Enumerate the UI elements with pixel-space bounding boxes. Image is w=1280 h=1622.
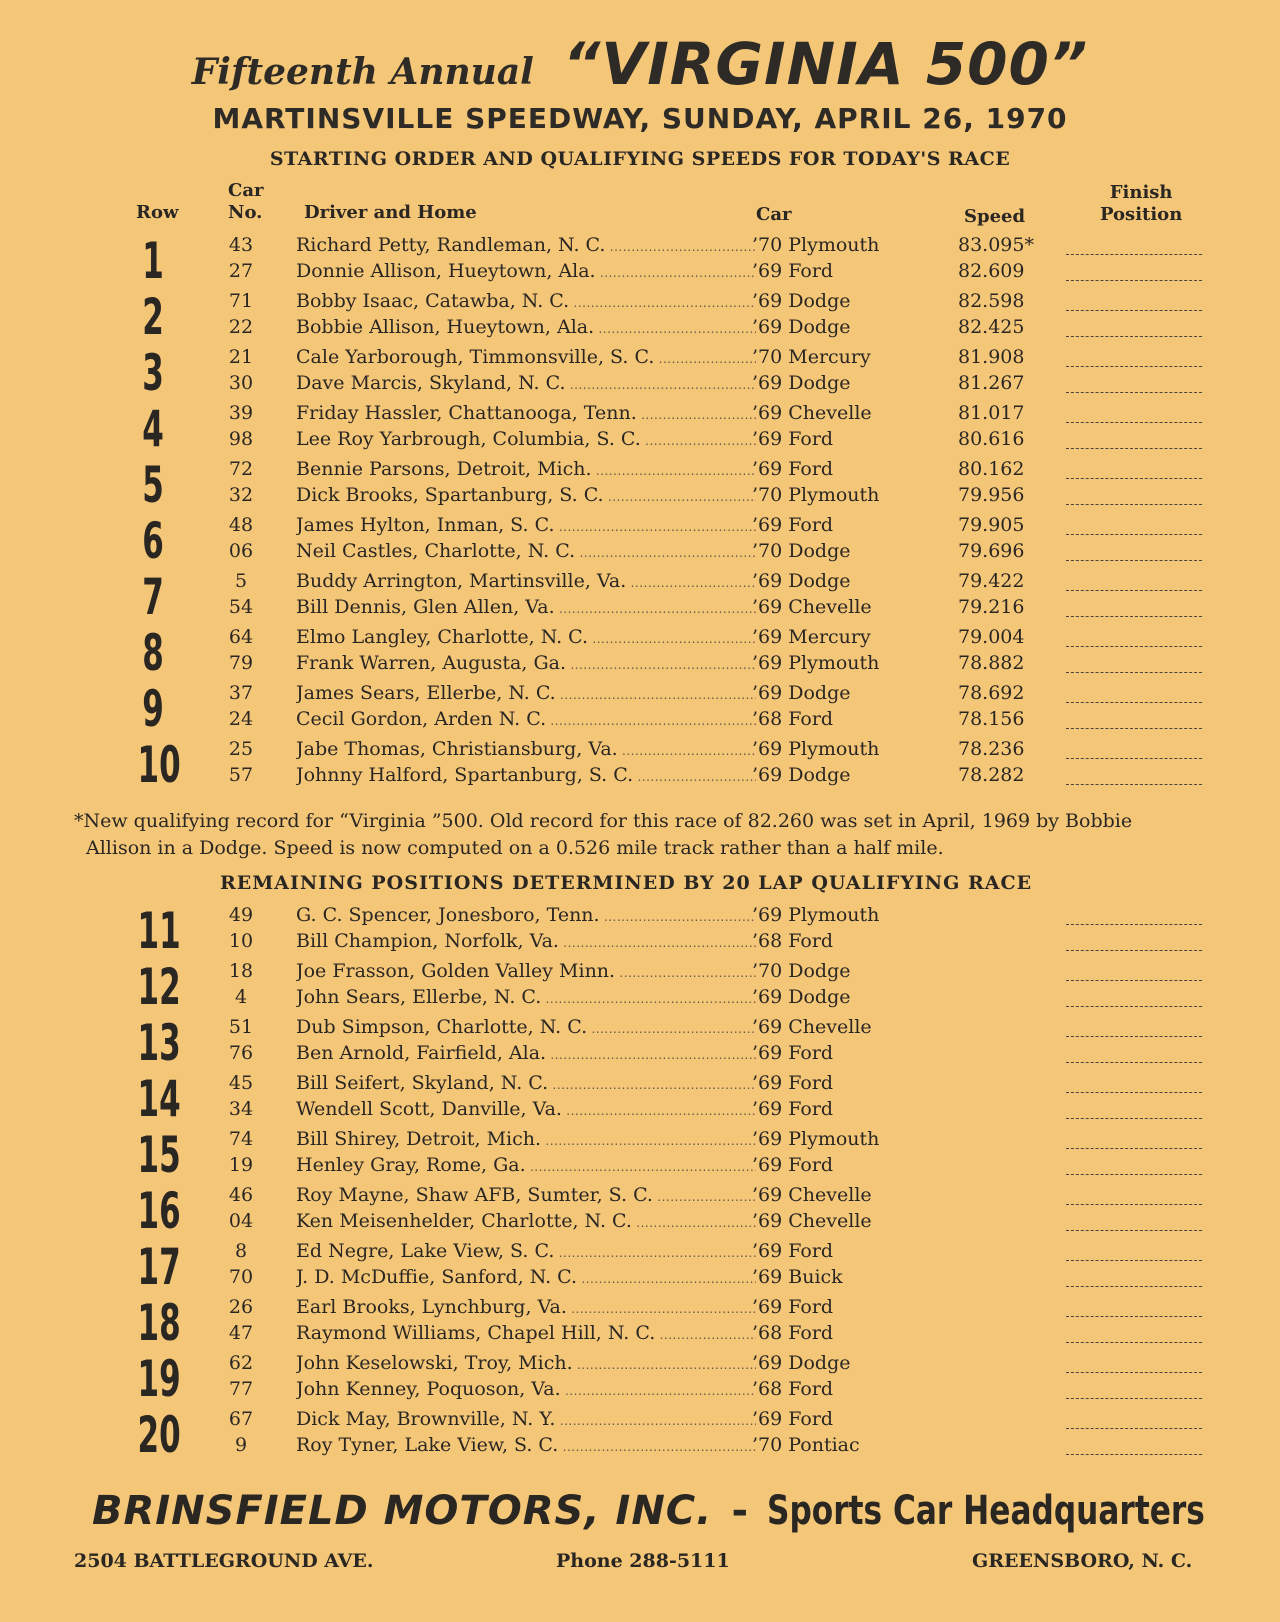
finish-position-blank bbox=[1066, 672, 1202, 673]
dealer-name: BRINSFIELD MOTORS, INC. bbox=[92, 1488, 713, 1534]
table-row bbox=[0, 288, 1280, 315]
finish-position-blank bbox=[1066, 950, 1202, 951]
subtitle: MARTINSVILLE SPEEDWAY, SUNDAY, APRIL 26, 1970 bbox=[212, 102, 1068, 135]
driver-home: John Sears, Ellerbe, N. C. ..... bbox=[296, 984, 756, 1013]
car-model: ’69 Plymouth bbox=[752, 738, 880, 760]
finish-position-blank bbox=[1066, 560, 1202, 561]
car-number: 27 bbox=[228, 260, 254, 282]
car-number: 43 bbox=[228, 234, 254, 256]
car-number: 21 bbox=[228, 346, 254, 368]
row-group bbox=[0, 1126, 1280, 1182]
driver-home: Ken Meisenhelder, Charlotte, N. C. ..... bbox=[296, 1208, 756, 1237]
row-number: 11 bbox=[137, 902, 181, 960]
col-header-car-no-line2: No. bbox=[228, 202, 263, 223]
car-model: ’70 Plymouth bbox=[752, 484, 880, 506]
driver-home: Henley Gray, Rome, Ga. ..... bbox=[296, 1152, 756, 1181]
driver-home: Dick May, Brownville, N. Y. ..... bbox=[296, 1406, 756, 1435]
finish-position-blank bbox=[1066, 590, 1202, 591]
driver-home: Roy Mayne, Shaw AFB, Sumter, S. C. ..... bbox=[296, 1182, 756, 1211]
driver-home: G. C. Spencer, Jonesboro, Tenn. ..... bbox=[296, 902, 756, 931]
row-group bbox=[0, 1294, 1280, 1350]
car-model: ’69 Ford bbox=[752, 428, 834, 450]
table-row bbox=[0, 1208, 1280, 1235]
row-group bbox=[0, 232, 1280, 288]
car-number: 04 bbox=[228, 1210, 254, 1232]
qualifying-speed: 79.696 bbox=[958, 540, 1025, 562]
row-group bbox=[0, 1014, 1280, 1070]
car-number: 48 bbox=[228, 514, 254, 536]
table-row bbox=[0, 1238, 1280, 1265]
driver-home: Lee Roy Yarbrough, Columbia, S. C. ..... bbox=[296, 426, 756, 455]
finish-position-blank bbox=[1066, 1372, 1202, 1373]
col-header-car-no-line1: Car bbox=[228, 180, 264, 201]
driver-home: John Keselowski, Troy, Mich. ..... bbox=[296, 1350, 756, 1379]
row-group bbox=[0, 288, 1280, 344]
car-number: 45 bbox=[228, 1072, 254, 1094]
driver-home: Dub Simpson, Charlotte, N. C. ..... bbox=[296, 1014, 756, 1043]
table-row bbox=[0, 1040, 1280, 1067]
qualifying-speed: 79.956 bbox=[958, 484, 1025, 506]
table-row bbox=[0, 624, 1280, 651]
car-model: ’69 Ford bbox=[752, 1098, 834, 1120]
finish-position-blank bbox=[1066, 366, 1202, 367]
table-row bbox=[0, 482, 1280, 509]
car-number: 19 bbox=[228, 1154, 254, 1176]
driver-home: Bill Shirey, Detroit, Mich. ..... bbox=[296, 1126, 756, 1155]
car-model: ’69 Ford bbox=[752, 260, 834, 282]
table-row bbox=[0, 1376, 1280, 1403]
row-group bbox=[0, 568, 1280, 624]
car-number: 46 bbox=[228, 1184, 254, 1206]
qualifying-speed: 80.162 bbox=[958, 458, 1025, 480]
qualifying-speed: 78.282 bbox=[958, 764, 1025, 786]
table-row bbox=[0, 568, 1280, 595]
table-row bbox=[0, 344, 1280, 371]
table-row bbox=[0, 1182, 1280, 1209]
qualifying-speed: 79.422 bbox=[958, 570, 1025, 592]
row-number: 1 bbox=[142, 232, 164, 290]
qualifying-speed: 78.692 bbox=[958, 682, 1025, 704]
car-model: ’69 Plymouth bbox=[752, 904, 880, 926]
table-row bbox=[0, 456, 1280, 483]
row-number: 15 bbox=[137, 1126, 181, 1184]
driver-home: Frank Warren, Augusta, Ga. ..... bbox=[296, 650, 756, 679]
qualifying-speed: 82.598 bbox=[958, 290, 1025, 312]
table-row bbox=[0, 370, 1280, 397]
col-header-finish-line1: Finish bbox=[1109, 182, 1173, 203]
car-model: ’69 Ford bbox=[752, 1240, 834, 1262]
finish-position-blank bbox=[1066, 758, 1202, 759]
driver-home: Buddy Arrington, Martinsville, Va. ..... bbox=[296, 568, 756, 597]
finish-position-blank bbox=[1066, 310, 1202, 311]
car-model: ’70 Dodge bbox=[752, 960, 851, 982]
finish-position-blank bbox=[1066, 1092, 1202, 1093]
car-number: 72 bbox=[228, 458, 254, 480]
row-group bbox=[0, 1406, 1280, 1462]
finish-position-blank bbox=[1066, 254, 1202, 255]
row-group bbox=[0, 1070, 1280, 1126]
row-number: 13 bbox=[137, 1014, 181, 1072]
qualifying-speed: 82.425 bbox=[958, 316, 1025, 338]
row-group bbox=[0, 456, 1280, 512]
table-row bbox=[0, 1432, 1280, 1459]
table-row bbox=[0, 1126, 1280, 1153]
finish-position-blank bbox=[1066, 1148, 1202, 1149]
row-group bbox=[0, 1182, 1280, 1238]
finish-position-blank bbox=[1066, 448, 1202, 449]
car-model: ’69 Ford bbox=[752, 1072, 834, 1094]
car-model: ’69 Chevelle bbox=[752, 596, 872, 618]
table-row bbox=[0, 680, 1280, 707]
row-number: 19 bbox=[137, 1350, 181, 1408]
table-row bbox=[0, 512, 1280, 539]
table-row bbox=[0, 762, 1280, 789]
car-number: 54 bbox=[228, 596, 254, 618]
car-model: ’69 Ford bbox=[752, 1296, 834, 1318]
car-model: ’69 Dodge bbox=[752, 290, 851, 312]
driver-home: Donnie Allison, Hueytown, Ala. ..... bbox=[296, 258, 756, 287]
car-model: ’68 Ford bbox=[752, 1378, 834, 1400]
col-header-finish-line2: Position bbox=[1100, 204, 1183, 225]
table-row bbox=[0, 1264, 1280, 1291]
car-number: 32 bbox=[228, 484, 254, 506]
car-model: ’70 Mercury bbox=[752, 346, 871, 368]
qualifying-speed: 79.004 bbox=[958, 626, 1025, 648]
car-number: 26 bbox=[228, 1296, 254, 1318]
driver-home: John Kenney, Poquoson, Va. ..... bbox=[296, 1376, 756, 1405]
row-group bbox=[0, 624, 1280, 680]
dealer-address: 2504 BATTLEGROUND AVE. bbox=[74, 1550, 374, 1572]
driver-home: Elmo Langley, Charlotte, N. C. ..... bbox=[296, 624, 756, 653]
car-number: 30 bbox=[228, 372, 254, 394]
table-row bbox=[0, 1096, 1280, 1123]
finish-position-blank bbox=[1066, 1174, 1202, 1175]
driver-home: Friday Hassler, Chattanooga, Tenn. ..... bbox=[296, 400, 756, 429]
table-row bbox=[0, 706, 1280, 733]
row-group bbox=[0, 1238, 1280, 1294]
finish-position-blank bbox=[1066, 1118, 1202, 1119]
driver-home: Bill Seifert, Skyland, N. C. ..... bbox=[296, 1070, 756, 1099]
driver-home: Cecil Gordon, Arden N. C. ..... bbox=[296, 706, 756, 735]
row-number: 4 bbox=[142, 400, 164, 458]
car-model: ’69 Ford bbox=[752, 1042, 834, 1064]
col-header-finish bbox=[1100, 182, 1182, 226]
car-number: 76 bbox=[228, 1042, 254, 1064]
car-model: ’69 Chevelle bbox=[752, 402, 872, 424]
car-model: ’69 Dodge bbox=[752, 1352, 851, 1374]
finish-position-blank bbox=[1066, 1006, 1202, 1007]
car-number: 67 bbox=[228, 1408, 254, 1430]
row-group bbox=[0, 958, 1280, 1014]
col-header-car: Car bbox=[756, 204, 792, 225]
driver-home: Bennie Parsons, Detroit, Mich. ..... bbox=[296, 456, 756, 485]
qualifying-speed: 79.905 bbox=[958, 514, 1025, 536]
starting-order-heading: STARTING ORDER AND QUALIFYING SPEEDS FOR TODAY'S RACE bbox=[269, 148, 1011, 170]
finish-position-blank bbox=[1066, 728, 1202, 729]
dealer-city: GREENSBORO, N. C. bbox=[972, 1550, 1193, 1572]
row-number: 8 bbox=[142, 624, 164, 682]
car-model: ’69 Dodge bbox=[752, 570, 851, 592]
finish-position-blank bbox=[1066, 478, 1202, 479]
table-row bbox=[0, 650, 1280, 677]
car-model: ’69 Ford bbox=[752, 514, 834, 536]
finish-position-blank bbox=[1066, 280, 1202, 281]
qualifying-speed: 81.267 bbox=[958, 372, 1025, 394]
driver-home: Bobby Isaac, Catawba, N. C. ..... bbox=[296, 288, 756, 317]
finish-position-blank bbox=[1066, 1454, 1202, 1455]
car-number: 77 bbox=[228, 1378, 254, 1400]
script-title: Fifteenth Annual bbox=[191, 51, 534, 93]
table-row bbox=[0, 1014, 1280, 1041]
car-model: ’69 Dodge bbox=[752, 682, 851, 704]
driver-home: Bill Champion, Norfolk, Va. ..... bbox=[296, 928, 756, 957]
dealer-banner bbox=[92, 1488, 1206, 1534]
record-note bbox=[74, 808, 1214, 862]
row-group bbox=[0, 680, 1280, 736]
col-header-speed: Speed bbox=[964, 206, 1026, 227]
driver-home: Earl Brooks, Lynchburg, Va. ..... bbox=[296, 1294, 756, 1323]
car-model: ’69 Dodge bbox=[752, 372, 851, 394]
driver-home: Ed Negre, Lake View, S. C. ..... bbox=[296, 1238, 756, 1267]
driver-home: Dave Marcis, Skyland, N. C. ..... bbox=[296, 370, 756, 399]
driver-home: Bobbie Allison, Hueytown, Ala. ..... bbox=[296, 314, 756, 343]
car-number: 06 bbox=[228, 540, 254, 562]
car-model: ’70 Pontiac bbox=[752, 1434, 860, 1456]
row-number: 17 bbox=[137, 1238, 181, 1296]
driver-home: Joe Frasson, Golden Valley Minn. ..... bbox=[296, 958, 756, 987]
row-number: 5 bbox=[142, 456, 164, 514]
col-header-row: Row bbox=[136, 202, 179, 223]
finish-position-blank bbox=[1066, 1062, 1202, 1063]
remaining-heading: REMAINING POSITIONS DETERMINED BY 20 LAP QUALIFYING RACE bbox=[220, 872, 1033, 894]
car-number: 79 bbox=[228, 652, 254, 674]
finish-position-blank bbox=[1066, 336, 1202, 337]
car-model: ’69 Dodge bbox=[752, 986, 851, 1008]
finish-position-blank bbox=[1066, 1428, 1202, 1429]
title-line bbox=[0, 30, 1280, 98]
car-number: 22 bbox=[228, 316, 254, 338]
table-row bbox=[0, 736, 1280, 763]
finish-position-blank bbox=[1066, 980, 1202, 981]
row-number: 9 bbox=[142, 680, 164, 738]
table-row bbox=[0, 928, 1280, 955]
row-group bbox=[0, 1350, 1280, 1406]
qualifying-speed: 81.017 bbox=[958, 402, 1025, 424]
car-number: 74 bbox=[228, 1128, 254, 1150]
car-number: 25 bbox=[228, 738, 254, 760]
table-row bbox=[0, 1152, 1280, 1179]
row-group bbox=[0, 902, 1280, 958]
car-model: ’69 Plymouth bbox=[752, 652, 880, 674]
car-model: ’69 Buick bbox=[752, 1266, 843, 1288]
driver-home: Cale Yarborough, Timmonsville, S. C. ..... bbox=[296, 344, 756, 373]
car-number: 57 bbox=[228, 764, 254, 786]
driver-home: Neil Castles, Charlotte, N. C. ..... bbox=[296, 538, 756, 567]
driver-home: Johnny Halford, Spartanburg, S. C. ..... bbox=[296, 762, 756, 791]
table-row bbox=[0, 538, 1280, 565]
row-group bbox=[0, 512, 1280, 568]
finish-position-blank bbox=[1066, 1286, 1202, 1287]
car-model: ’70 Dodge bbox=[752, 540, 851, 562]
car-number: 64 bbox=[228, 626, 254, 648]
car-model: ’69 Chevelle bbox=[752, 1184, 872, 1206]
table-row bbox=[0, 1350, 1280, 1377]
qualifying-speed: 83.095* bbox=[958, 234, 1034, 256]
car-model: ’69 Mercury bbox=[752, 626, 871, 648]
finish-position-blank bbox=[1066, 616, 1202, 617]
table-row bbox=[0, 958, 1280, 985]
table-row bbox=[0, 1406, 1280, 1433]
car-number: 18 bbox=[228, 960, 254, 982]
driver-home: Wendell Scott, Danville, Va. ..... bbox=[296, 1096, 756, 1125]
car-model: ’69 Ford bbox=[752, 1408, 834, 1430]
finish-position-blank bbox=[1066, 1260, 1202, 1261]
car-number: 10 bbox=[228, 930, 254, 952]
table-row bbox=[0, 594, 1280, 621]
table-row bbox=[0, 1320, 1280, 1347]
qualifying-speed: 78.236 bbox=[958, 738, 1025, 760]
car-number: 47 bbox=[228, 1322, 254, 1344]
table-row bbox=[0, 426, 1280, 453]
qualifying-speed: 82.609 bbox=[958, 260, 1025, 282]
qualifying-speed: 79.216 bbox=[958, 596, 1025, 618]
car-model: ’69 Plymouth bbox=[752, 1128, 880, 1150]
finish-position-blank bbox=[1066, 1230, 1202, 1231]
car-number: 62 bbox=[228, 1352, 254, 1374]
car-number: 9 bbox=[234, 1434, 248, 1456]
car-model: ’68 Ford bbox=[752, 930, 834, 952]
finish-position-blank bbox=[1066, 784, 1202, 785]
finish-position-blank bbox=[1066, 392, 1202, 393]
car-number: 4 bbox=[234, 986, 248, 1008]
row-number: 7 bbox=[142, 568, 164, 626]
car-model: ’69 Chevelle bbox=[752, 1210, 872, 1232]
row-number: 2 bbox=[142, 288, 164, 346]
finish-position-blank bbox=[1066, 1398, 1202, 1399]
table-row bbox=[0, 258, 1280, 285]
finish-position-blank bbox=[1066, 422, 1202, 423]
car-number: 37 bbox=[228, 682, 254, 704]
record-note-line2: Allison in a Dodge. Speed is now computed on a 0.526 mile track rather than a half mile. bbox=[86, 837, 944, 859]
car-number: 71 bbox=[228, 290, 254, 312]
table-row bbox=[0, 400, 1280, 427]
row-number: 20 bbox=[137, 1406, 181, 1464]
qualifying-speed: 78.156 bbox=[958, 708, 1025, 730]
row-number: 10 bbox=[137, 736, 181, 794]
main-title: “VIRGINIA 500” bbox=[562, 30, 1089, 98]
row-number: 16 bbox=[137, 1182, 181, 1240]
car-number: 34 bbox=[228, 1098, 254, 1120]
driver-home: Dick Brooks, Spartanburg, S. C. ..... bbox=[296, 482, 756, 511]
finish-position-blank bbox=[1066, 702, 1202, 703]
finish-position-blank bbox=[1066, 504, 1202, 505]
driver-home: Ben Arnold, Fairfield, Ala. ..... bbox=[296, 1040, 756, 1069]
finish-position-blank bbox=[1066, 1316, 1202, 1317]
car-number: 70 bbox=[228, 1266, 254, 1288]
row-number: 6 bbox=[142, 512, 164, 570]
row-group bbox=[0, 736, 1280, 792]
table-row bbox=[0, 232, 1280, 259]
finish-position-blank bbox=[1066, 1036, 1202, 1037]
col-header-driver: Driver and Home bbox=[304, 202, 477, 223]
car-number: 24 bbox=[228, 708, 254, 730]
record-note-line1: *New qualifying record for “Virginia ”500. Old record for this race of 82.260 was set in April, 1969 by Bobbie bbox=[74, 810, 1133, 832]
driver-home: James Sears, Ellerbe, N. C. ..... bbox=[296, 680, 756, 709]
car-model: ’70 Plymouth bbox=[752, 234, 880, 256]
col-header-car-no bbox=[228, 180, 263, 224]
driver-home: Raymond Williams, Chapel Hill, N. C. ..... bbox=[296, 1320, 756, 1349]
row-group bbox=[0, 344, 1280, 400]
table-row bbox=[0, 1070, 1280, 1097]
driver-home: Jabe Thomas, Christiansburg, Va. ..... bbox=[296, 736, 756, 765]
car-model: ’69 Dodge bbox=[752, 764, 851, 786]
driver-home: Bill Dennis, Glen Allen, Va. ..... bbox=[296, 594, 756, 623]
car-model: ’68 Ford bbox=[752, 708, 834, 730]
qualifying-speed: 80.616 bbox=[958, 428, 1025, 450]
car-number: 49 bbox=[228, 904, 254, 926]
row-number: 14 bbox=[137, 1070, 181, 1128]
qualifying-speed: 81.908 bbox=[958, 346, 1025, 368]
table-row bbox=[0, 1294, 1280, 1321]
row-group bbox=[0, 400, 1280, 456]
driver-home: James Hylton, Inman, S. C. ..... bbox=[296, 512, 756, 541]
car-number: 5 bbox=[234, 570, 248, 592]
finish-position-blank bbox=[1066, 646, 1202, 647]
driver-home: Roy Tyner, Lake View, S. C. ..... bbox=[296, 1432, 756, 1461]
finish-position-blank bbox=[1066, 1342, 1202, 1343]
qualifying-speed: 78.882 bbox=[958, 652, 1025, 674]
table-row bbox=[0, 902, 1280, 929]
car-number: 51 bbox=[228, 1016, 254, 1038]
dealer-phone: Phone 288-5111 bbox=[556, 1550, 730, 1572]
car-model: ’69 Ford bbox=[752, 458, 834, 480]
row-number: 18 bbox=[137, 1294, 181, 1352]
row-number: 12 bbox=[137, 958, 181, 1016]
row-number: 3 bbox=[142, 344, 164, 402]
driver-home: J. D. McDuffie, Sanford, N. C. ..... bbox=[296, 1264, 756, 1293]
car-number: 98 bbox=[228, 428, 254, 450]
finish-position-blank bbox=[1066, 924, 1202, 925]
table-row bbox=[0, 314, 1280, 341]
banner-dash: - bbox=[731, 1488, 749, 1534]
car-number: 39 bbox=[228, 402, 254, 424]
car-model: ’69 Dodge bbox=[752, 316, 851, 338]
car-model: ’69 Ford bbox=[752, 1154, 834, 1176]
finish-position-blank bbox=[1066, 1204, 1202, 1205]
car-number: 8 bbox=[234, 1240, 248, 1262]
driver-home: Richard Petty, Randleman, N. C. ..... bbox=[296, 232, 756, 261]
table-row bbox=[0, 984, 1280, 1011]
dealer-tagline: Sports Car Headquarters bbox=[767, 1488, 1206, 1534]
finish-position-blank bbox=[1066, 534, 1202, 535]
car-model: ’68 Ford bbox=[752, 1322, 834, 1344]
car-model: ’69 Chevelle bbox=[752, 1016, 872, 1038]
